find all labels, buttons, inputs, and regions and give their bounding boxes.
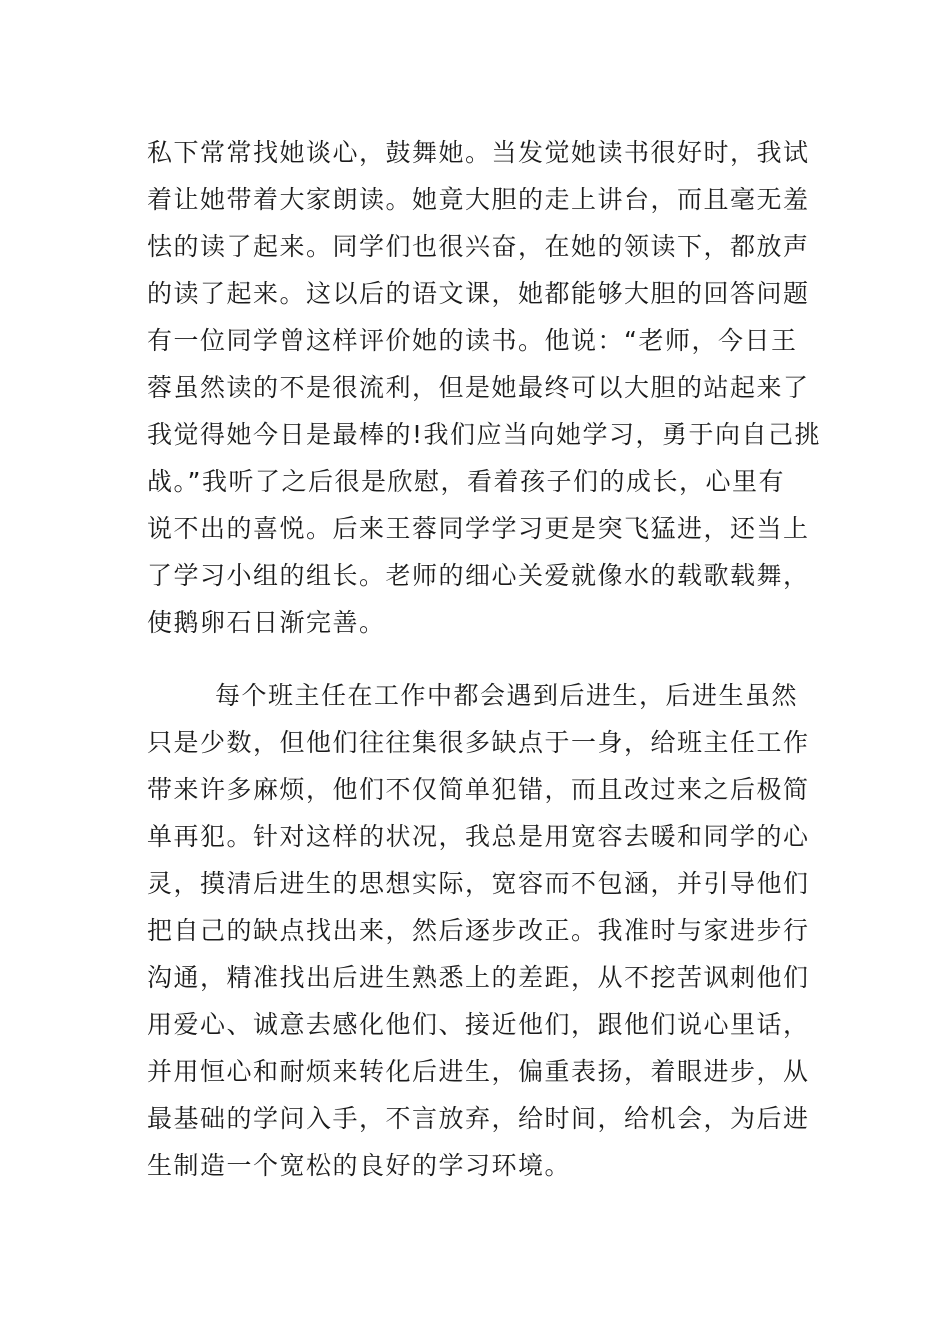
text-line: 战。”我听了之后很是欣慰，看着孩子们的成长，心里有	[147, 467, 785, 496]
text-line: 用爱心、诚意去感化他们、接近他们，跟他们说心里话，	[147, 1010, 810, 1039]
text-line: 我觉得她今日是最棒的!我们应当向她学习，勇于向自己挑	[147, 420, 822, 449]
text-line: 灵，摸清后进生的思想实际，宽容而不包涵，并引导他们	[147, 869, 810, 898]
text-line: 最基础的学问入手，不言放弃，给时间，给机会，为后进	[147, 1104, 810, 1133]
text-line: 每个班主任在工作中都会遇到后进生，后进生虽然	[215, 681, 799, 710]
text-line: 的读了起来。这以后的语文课，她都能够大胆的回答问题	[147, 279, 810, 308]
text-line: 使鹅卵石日渐完善。	[147, 608, 386, 637]
text-line: 带来许多麻烦，他们不仅简单犯错，而且改过来之后极简	[147, 775, 810, 804]
text-line: 生制造一个宽松的良好的学习环境。	[147, 1151, 572, 1180]
text-line: 说不出的喜悦。后来王蓉同学学习更是突飞猛进，还当上	[147, 514, 810, 543]
text-line: 单再犯。针对这样的状况，我总是用宽容去暖和同学的心	[147, 822, 810, 851]
text-line: 蓉虽然读的不是很流利，但是她最终可以大胆的站起来了	[147, 373, 810, 402]
text-line: 只是少数，但他们往往集很多缺点于一身，给班主任工作	[147, 728, 810, 757]
text-line: 沟通，精准找出后进生熟悉上的差距，从不挖苦讽刺他们	[147, 963, 810, 992]
text-line: 私下常常找她谈心，鼓舞她。当发觉她读书很好时，我试	[147, 138, 810, 167]
text-line: 怯的读了起来。同学们也很兴奋，在她的领读下，都放声	[147, 232, 810, 261]
text-line: 有一位同学曾这样评价她的读书。他说：“老师，今日王	[147, 326, 798, 355]
text-line: 了学习小组的组长。老师的细心关爱就像水的载歌载舞，	[147, 561, 810, 590]
text-line: 把自己的缺点找出来，然后逐步改正。我准时与家进步行	[147, 916, 810, 945]
text-line: 着让她带着大家朗读。她竟大胆的走上讲台，而且毫无羞	[147, 185, 810, 214]
text-line: 并用恒心和耐烦来转化后进生，偏重表扬，着眼进步，从	[147, 1057, 810, 1086]
